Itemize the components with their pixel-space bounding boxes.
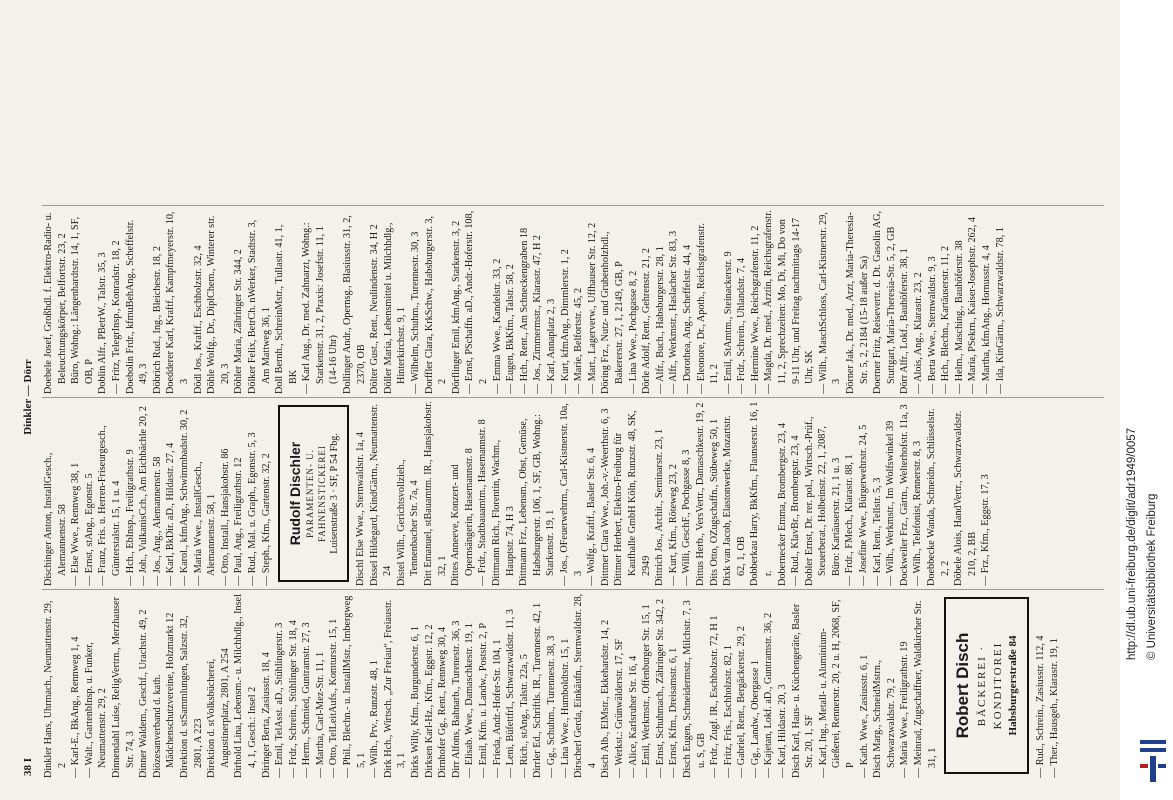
directory-entry: Dittmer Clara Wwe., Joh.-v.-Weerthstr. 6, 3: [599, 408, 611, 586]
source-url: http://dl.ub.uni-freiburg.de/diglit/adr1949/0057: [1126, 427, 1138, 660]
directory-entry: Döring Frz., Nutz- und Grubenholzhdl., Bakererstr. 27, 1, 2149, GB, P: [600, 231, 625, 394]
directory-entry: Dörr Alfr., Lokf., Bauhöferstr. 38, 1: [899, 248, 911, 394]
directory-entry: — Karl, Hildastr. 20, 3: [777, 684, 789, 778]
directory-entry: — Berta Wwe., Sternwaldstr. 9, 3: [926, 256, 938, 394]
directory-entry: — Ida, KinGärtn., Schwarzwaldstr. 78, 1: [994, 227, 1006, 394]
directory-entry: — Hermine Wwe., Reichsgrafenstr. 11, 2: [749, 225, 761, 394]
library-logo-icon: [1138, 738, 1168, 786]
directory-entry: Doll Bernh., SchreinMstr., Tullastr. 41, 1, BK: [274, 224, 299, 394]
directory-entry: Dischinger Anton, InstallGesch., Alemannenstr. 58: [43, 452, 68, 586]
directory-entry: — Karl, Ing., Metall- u. Aluminium-Gießerei, Rennerstr. 20, 2 u. H, 2068, SF, P: [817, 599, 857, 778]
directory-entry: — Frdr., Schrein., Uhlandstr. 7, 4: [736, 257, 748, 394]
directory-entry: Döhler Maria, Zähringer Str. 344, 2: [233, 249, 245, 394]
directory-column-2: [42, 401, 1104, 586]
column-divider: [42, 397, 1104, 398]
directory-entry: — Wilh., Werkmstr., Im Wolfswinkel 39: [885, 420, 897, 586]
directory-entry: — Ernst, PSchaffn. aD., Andr.-Hoferstr. 108, 2: [464, 210, 489, 394]
directory-entry: Dobberkau Harry, BkKfm., Flaunserstr. 16, 1 r.: [749, 401, 774, 586]
directory-entry: — Wilhelm, Schuhm., Turennestr. 30, 3: [410, 231, 422, 394]
directory-entry: Direktion d. stVolksbüchereí, Augustinerplatz, 2801, A 254: [206, 648, 231, 778]
directory-entry: Döbele Alois, HandVertr., Schwarzwaldstr. 210, 2, BB: [953, 410, 978, 586]
directory-entry: — Ernst, stAng., Egonstr. 5: [83, 473, 95, 586]
directory-entry: — Emil, TelAsst. aD., Stühlingerstr. 3: [274, 622, 286, 778]
directory-entry: — Karl, Annaplatz 2, 3: [545, 298, 557, 394]
directory-entry: Dollinger Andr., Opernsg., Blasiusstr. 31, 2, 2370, OB: [342, 215, 367, 394]
directory-entry: Dittrich Jos., Archit., Seminarstr. 23, 1: [654, 428, 666, 586]
directory-entry: — Hch., Blechn., Kartäuserstr. 11, 2: [940, 245, 952, 394]
directory-entry: — Martha, kfmAng., Hornusstr. 4, 4: [980, 245, 992, 394]
directory-entry: — Werkst.: Grünwälderstr. 17, SF: [613, 638, 625, 778]
directory-entry: Dobernecker Emma, Brombergstr. 23, 4: [776, 422, 788, 586]
directory-entry: — Ther., Hausgeh., Klarastr. 19, 1: [1048, 638, 1060, 778]
directory-entry: — Leni, Büfettfrl., Schwarzwaldstr. 11, 3: [505, 609, 517, 778]
directory-entry: Dinnendahl Luise, ReligVertrn., Merzhauser Str. 74, 3: [110, 596, 136, 778]
directory-entry: — Magda, Dr. med., Ärztin, Reichsgrafenstr. 11, 2, Sprechzeiten: Mo, Di, Mi, Do von 9-11 Uhr, und Freitag nachmittags 14-17 Uhr, SK: [763, 210, 816, 394]
directory-entry: Dirks Willy, Kfm., Burgunderstr. 6, 1: [410, 626, 422, 778]
directory-entry: — Rud., Mal. u. Graph., Egonstr. 5, 3: [246, 432, 258, 586]
directory-entry: — Mart., Lagerverw., Uffhauser Str. 12, 2: [586, 222, 598, 394]
directory-entry: — Karl, BkDir. aD., Hildastr. 27, 4: [165, 442, 177, 586]
directory-entry: Dorffler Clara, KrkSchw., Habsburgerstr. 3, 2: [423, 215, 449, 394]
directory-entry: — Emil, Werkmstr., Offenburger Str. 15, 1: [641, 604, 653, 778]
directory-entry: — Walt., GartenbInsp. u. Funker, Neumattenstr. 29, 2: [83, 642, 109, 778]
directory-entry: — Else Wwe., Rennweg 38, 1: [70, 462, 82, 586]
directory-entry: — Herm., Schmied, Guntramstr. 27, 3: [301, 622, 313, 778]
directory-entry: Dölter Gust., Rent., Neulindenstr. 34, H 2: [369, 224, 381, 394]
directory-entry: — Karl Aug., Dr. med. Zahnarzt, Wohng.: Starkenstr. 31, 2, Praxis: Josefstr. 11, 1 (14-16 Uhr): [301, 222, 340, 394]
directory-entry: Distel Wilh., Gerichtsvollzieh., Tennenbacher Str. 7a, 4: [395, 459, 421, 586]
directory-entry: — Helm., Masching., Bauhöferstr. 38: [953, 240, 965, 394]
directory-entry: — Jos., Ang., Alemannenstr. 58: [151, 456, 163, 586]
directory-entry: — Karl, Rent., Tellstr. 5, 3: [871, 477, 883, 586]
directory-entry: Dits Otto, OZugschaffn., Stübeweg 50, 1: [708, 418, 720, 586]
directory-entry: — Gg., Landw., Obergasse 1: [749, 660, 761, 778]
directory-entry: — Alfr., Werkmstr., Haslacher Str. 83, 3: [668, 230, 680, 394]
directory-entry: — Karl-E., BkAng., Rennweg 1, 4: [70, 636, 82, 778]
directory-entry: Dittmann Rich., Florentin, Wachm., Hauptstr. 74, H 3: [491, 439, 516, 586]
directory-entry: — Gg., Schuhm., Turennestr. 38, 3: [545, 635, 557, 778]
directory-entry: — Fritz, TelegrInsp., Konradstr. 18, 2: [110, 240, 122, 394]
advertisement-box: [944, 597, 1029, 774]
directory-entry: Doebele Josef, Großhdl. f. Elektro-Radio- u. Beleuchtungskörper, Belfortstr. 23, 2 Büro, Wohng.: Längenhardtstr. 14, 1, SF, OB, P: [43, 212, 95, 394]
directory-entry: — Wilh., Telefonist, Rennerstr. 8, 3: [912, 440, 924, 586]
directory-entry: Doblin Alfr., PBetrW., Talstr. 35, 3: [97, 252, 109, 394]
directory-entry: — Lina Wwe., Humboldtstr. 15, 1: [559, 638, 571, 778]
directory-entry: — Marie, Belfortstr. 45, 2: [573, 287, 585, 394]
directory-entry: Diözesanverband d. kath. Mädchenschutzvereine, Holzmarkt 12: [151, 612, 177, 778]
directory-entry: — Dorothea, Ang., Scheffelstr. 44, 4: [681, 244, 693, 394]
page-number: 38 I: [22, 757, 34, 776]
directory-entry: — Hch., EbInsp., Freiligrathstr. 9: [124, 449, 136, 586]
directory-entry: — Maria Wwe., InstallGesch., Alemannenstr. 58, 1: [192, 461, 218, 586]
advertisement-line: Rudolf Dischler: [287, 441, 304, 546]
directory-entry: — Willi, GeschF., Pochgasse 8, 3: [681, 449, 693, 586]
directory-entry: Dissel Hildegard, KindGärtn., Neumattenstr. 24: [368, 404, 394, 586]
directory-entry: — Jos., OFeuerwehrm., Carl-Kistnerstr. 10a, 3: [559, 403, 584, 586]
directory-entry: — Emil, Kfm. u. Landw., Poststr. 2, P: [478, 623, 489, 778]
directory-entry: — Karol., kfmAng., Schwimmbadstr. 30, 2: [178, 409, 190, 586]
directory-entry: Ditt Emanuel, stBauamtm. IR., Hansjakobstr. 32, 1: [423, 401, 448, 586]
directory-entry: — Otto, Install., Hansjakobstr. 86: [219, 448, 231, 586]
directory-entry: Dörflinger Emil, kfmAng., Starkenstr. 3, 2: [450, 220, 462, 394]
directory-entry: — Alfr., Buch., Habsburgerstr. 28, 1: [654, 246, 666, 394]
directory-entry: — Emil, StAmtm., Steinackerstr. 9: [722, 251, 734, 394]
directory-entry: Döller Maria, Lebensmittel u. Milchhdlg., Hinterkirchstr. 9, 1: [382, 222, 408, 394]
directory-entry: — Frdr., Stadtbauamtm., Hasemannstr. 8: [477, 419, 489, 586]
directory-entry: Disch Karl, Haus- u. Küchengeräte, Basler Str. 20, 1, SF: [790, 603, 816, 778]
directory-page: [20, 12, 1110, 782]
directory-entry: — Ernst, Schuhmach., Zähringer Str. 342, 2: [654, 598, 666, 778]
advertisement-line: Habsburgerstraße 84: [1007, 635, 1020, 736]
page-header: [20, 12, 38, 782]
directory-column-1: [42, 593, 1104, 778]
directory-entry: — Steph., Kfm., Gartenstr. 32, 2: [260, 453, 272, 586]
directory-entry: Dörner Jak., Dr. med., Arzt, Maria-Theresia-Str. 5, 2, 2184 (15-18 außer Sa): [845, 212, 870, 394]
directory-entry: — Frz., Kfm., Eggstr. 17, 3: [980, 474, 992, 586]
directory-entry: Dirscherl Gerda, Einkäufn., Sternwaldstr. 28, 4: [573, 593, 598, 778]
directory-column-4: [42, 17, 1104, 202]
directory-entry: Dinkler Hans, Uhrmach., Neumattenstr. 29, 2: [43, 600, 68, 778]
directory-entry: — Jos., Zimmermstr., Klarastr. 47, H 2: [532, 234, 544, 394]
directory-entry: Dockweiler Frz., Gärtn., Welterhofstr. 11a, 3: [898, 404, 910, 586]
page-title: Dinkler — Dörr: [22, 359, 34, 435]
column-divider: [42, 589, 1104, 590]
directory-entry: — Emma Wwe., Kandelstr. 33, 2: [491, 258, 503, 394]
directory-entry: Disch Marg., SchneidMstrn., Schwarzwaldstr. 79, 2: [872, 659, 897, 778]
directory-entry: — Eugen, BkKfm., Talstr. 58, 2: [505, 264, 517, 394]
directory-entry: Dinner Waldem., Geschf., Urachstr. 49, 2: [138, 609, 150, 778]
directory-entry: Dölker Felix, BetrCh. nWerker, Stadtstr. 3, Am Mattweg 36, 1: [246, 219, 272, 394]
directory-entry: Diringer Berta, Zasiusstr. 18, 4: [260, 652, 272, 778]
directory-entry: — Kurt, kfmAng., Dimmlerstr. 1, 2: [559, 249, 571, 394]
directory-column-3: [42, 209, 1104, 394]
advertisement-line: Luisenstraße 3 · SF, P 54 Fbg.: [329, 433, 341, 554]
directory-entry: Direktion d. stSammlungen, Salzstr. 32, 2801, A 223: [178, 615, 204, 778]
directory-entry: Dittus Herb., VersVertr., Damaschkestr. 19, 2: [694, 402, 706, 586]
directory-entry: — Paul, Ang., Freiligrathstr. 12: [233, 457, 245, 586]
advertisement-line: BÄCKEREI · KONDITOREI: [976, 641, 1005, 730]
directory-entry: Dirksen Karl-Hz., Kfm., Eggstr. 12, 2: [423, 624, 435, 778]
directory-entry: — Phil., Blechn.- u. InstallMstr., Imbergweg 5, 1: [342, 595, 367, 778]
directory-entry: — Rud., Schrein., Zasiusstr. 112, 4: [1035, 635, 1047, 778]
directory-entry: — Fritz, Fris., Eschholzstr. 82, 1: [722, 645, 734, 778]
directory-entry: — Maria Wwe., Freiligrathstr. 19: [899, 641, 911, 778]
directory-entry: — Josefine Wwe., Bürgerwehrstr. 24, 5: [858, 424, 870, 586]
directory-entry: Doebbecke Wanda, Schneidn., Schlüsselstr. 2, 2: [926, 408, 951, 586]
directory-entry: — Alois, Ang., Klarastr. 23, 2: [913, 272, 924, 394]
advertisement-line: PARAMENTEN- U. FAHNENSTICKEREI: [305, 445, 328, 542]
directory-entry: Dirhold Lina, Lebensm.- u. Milchhdlg., Insel 4, 1, Gesch.: Insel 2: [233, 594, 258, 778]
directory-entry: Dirnhofer Gg., Rent., Rennweg 30, 4: [437, 626, 449, 778]
directory-entry: Dixk van Jacob, Elastonwerke, Mozartstr. 62, 1, OB: [722, 415, 747, 586]
directory-entry: — Frieda, Andr.-Hofer-Str. 104, 1: [491, 639, 503, 778]
directory-entry: Döbrich Rud., Ing., Bleichestr. 18, 2: [151, 246, 163, 394]
directory-entry: Dittmer Herbert, Elektro-Freiburg für Kaufhalle GmbH Köln, Runzstr. 48, SK, 2949: [613, 410, 652, 586]
directory-entry: Dörle Adolf, Rent., Gehrenstr. 21, 2: [641, 248, 653, 394]
directory-entry: — Wilh., Prv., Runzstr. 48, 1: [369, 660, 381, 778]
directory-entry: — Kath. Wwe., Zasiusstr. 6, 1: [858, 654, 870, 778]
directory-entry: Dödl Jos., Kraftf., Eschholzstr. 32, 4: [192, 245, 204, 394]
column-divider: [42, 205, 1104, 206]
directory-entry: — Joh., VulkanisCch., Am Eichbächle 20, 2: [138, 405, 150, 586]
directory-entry: Dittes Anneeve, Konzert- und Opernsängerin, Hasemannstr. 8: [450, 448, 475, 586]
directory-entry: — Meinrad, Zugschaffner, Waldkircher Str. 31, 1: [913, 600, 938, 778]
directory-entry: Dirr Alfons, Bahnarb., Turenestr. 36, 3: [450, 620, 462, 778]
copyright-notice: © Universitätsbibliothek Freiburg: [1146, 493, 1158, 660]
directory-entry: — Hch., Rent., Am Schneckengraben 18: [518, 227, 530, 394]
directory-entry: — Otto, TelLeitAufs., Komturstr. 15, 1: [328, 618, 340, 778]
directory-entry: — Martha, Carl-Mez-Str. 11, 1: [314, 651, 326, 778]
directory-entry: — Ernst, Kfm., Dreisamstr. 6, 1: [668, 647, 680, 778]
directory-entry: Döhle Wolfg., Dr., DiplChem., Winterer str. 20, 3: [206, 215, 231, 394]
directory-entry: Dittmann Frz., Lebensm., Obst, Gemüse, Habsburgerstr. 106, 1, SF, GB, Wohng.: Starkenstr. 19, 1: [518, 414, 557, 586]
directory-entry: — Franz, Fris. u. Herren-Friseurgesch., Günterstalstr. 15, 1 u. 4: [97, 425, 122, 586]
directory-entry: — Eleonore, Dr., Apoth., Reichsgrafenstr. 11, 2: [695, 223, 721, 394]
directory-entry: — Wolfg., Kraftf., Basler Str. 6, 4: [586, 447, 598, 586]
directory-entry: — Kajetan, Lokf. aD., Guntramstr. 36, 2: [763, 612, 775, 778]
directory-entry: Dischl Else Wwe., Sternwaldstr. 1a, 4: [355, 431, 367, 586]
directory-entry: — Gabriel, Rent., Bergäckerstr. 29, 2: [736, 625, 748, 778]
directory-entry: — Frdr., FMech., Klarastr. 88, 1: [844, 454, 856, 586]
directory-entry: Dirk Hch., Wirtsch. „Zur Freiau“, Freiaustr. 3, 1: [382, 599, 408, 778]
directory-entry: Doebolin Frdr., kfmuBehAng., Scheffelstr. 49, 3: [124, 219, 150, 394]
advertisement-box: [278, 405, 349, 582]
directory-entry: — Wilh., MaschSchloss, Carl-Kistnerstr. 29, 3: [817, 212, 843, 394]
directory-entry: — Frdr., Zugf. IR., Eschholzstr. 72, H 1: [709, 615, 721, 778]
directory-entry: Disch Eugen, Schneidermstr., Milchstr. 7, 3 u. S, GB: [681, 600, 707, 778]
directory-entry: Dirrler Ed., Schriftls. IR., Turennestr. 42, 1: [532, 602, 544, 778]
advertisement-line: Robert Disch: [953, 632, 973, 739]
directory-entry: — Frdr., Schrein., Stühlinger Str. 18, 4: [287, 620, 299, 778]
directory-entry: — Kurt, Kfm., Röteweg 23, 2: [667, 464, 679, 586]
directory-entry: — Rich., stAng., Talstr. 22a, 5: [518, 654, 530, 778]
directory-entry: — Elisab. Wwe., Damaschkestr. 19, 1: [464, 623, 476, 778]
directory-entry: Doerner Fritz, Reisevertr. d. Dt. Gasolin AG, Stuttgart, Maria-Theresia-Str. 5, 2, GB: [872, 210, 897, 394]
directory-entry: — Maria, PSekrn., Kaiser-Josephstr. 262, 4: [967, 217, 979, 394]
directory-entry: Disch Alb., ElMstr., Ekkehardstr. 14, 2: [600, 619, 612, 778]
directory-entry: — Lina Wwe., Pochgasse 8, 2: [627, 270, 639, 394]
directory-entry: — Rud., KlavBr., Brombergstr. 23, 4: [790, 435, 802, 586]
directory-entry: — Alice, Karlsruher Str. 16, 4: [627, 655, 639, 778]
directory-entry: Dobler Ernst, Dr. rer. pol., Wirtsch.-Prüf., Steuerberat., Holbeinstr. 22, 1, 2087, Büro: Kartäuserstr. 21, 1 u. 3: [803, 416, 842, 586]
directory-entry: Doedderer Karl, Kraftf., Kampfmeyerstr. 10, 3: [165, 211, 190, 394]
